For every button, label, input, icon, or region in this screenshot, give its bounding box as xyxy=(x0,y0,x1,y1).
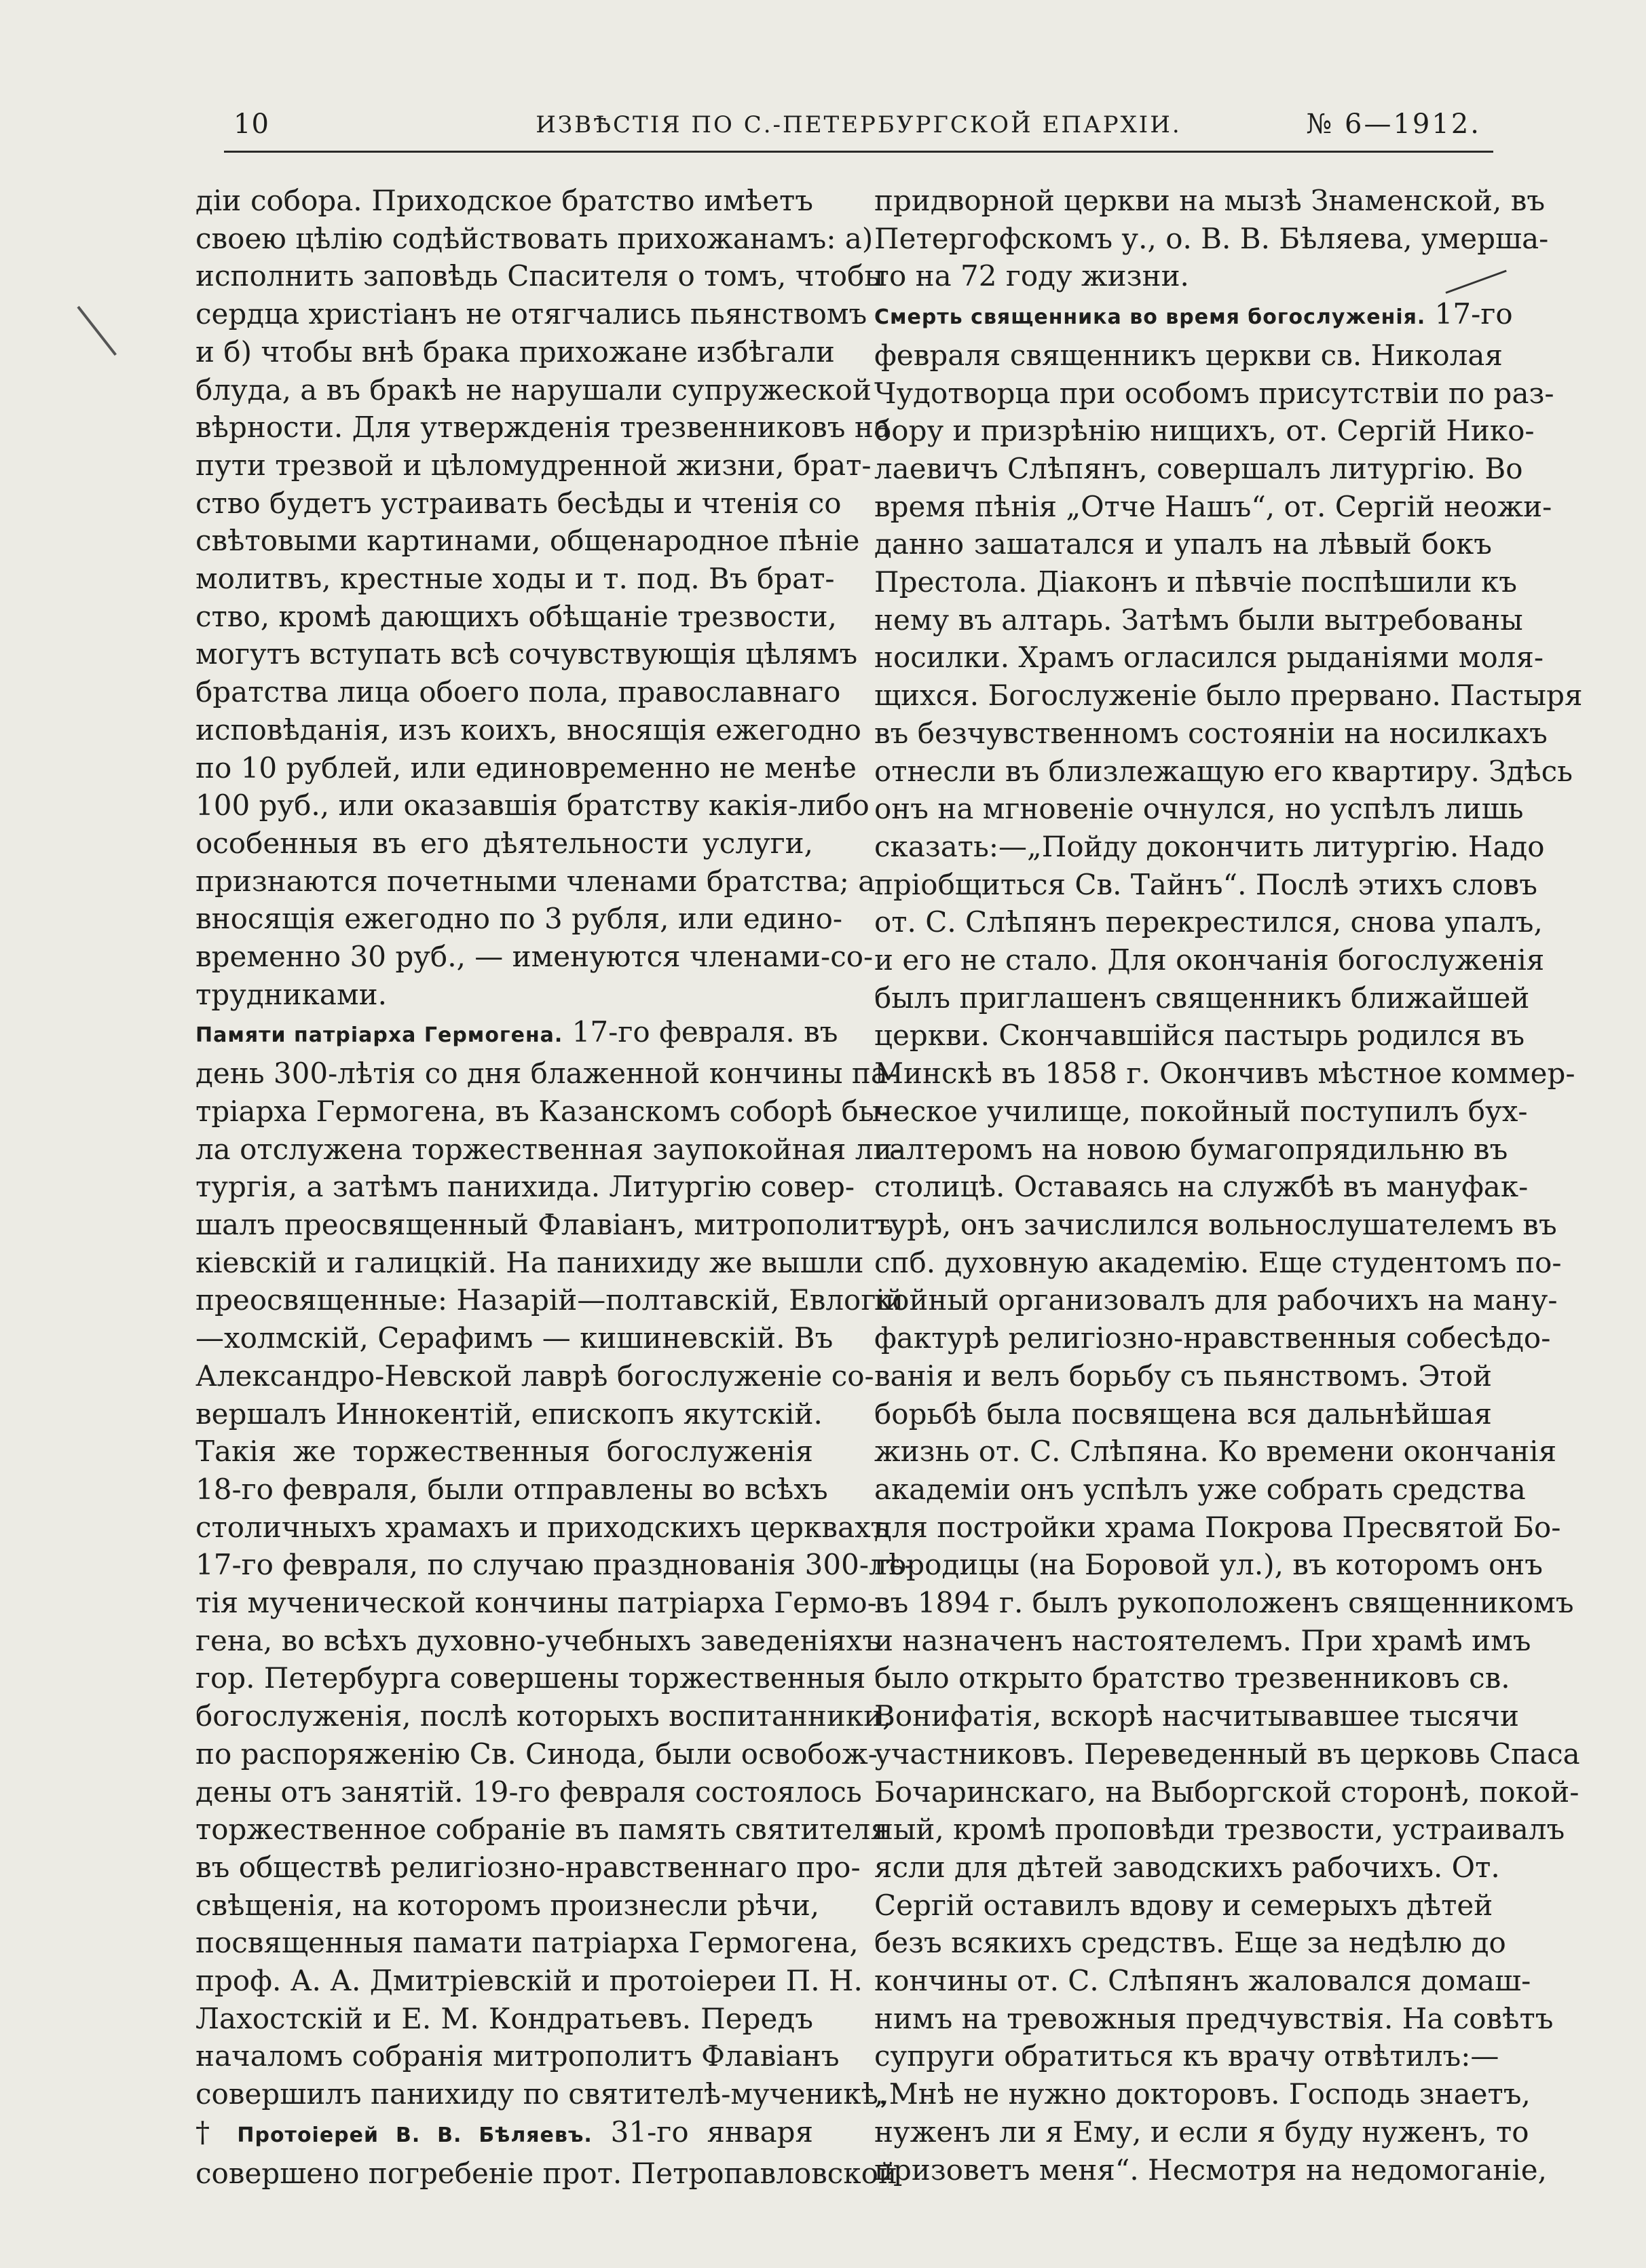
left-column-line xyxy=(195,1659,866,1697)
left-column-line xyxy=(195,1093,891,1131)
right-column-line xyxy=(874,220,1549,258)
right-column-line xyxy=(874,1659,1510,1697)
body-text: Сергій оставилъ вдову и семерыхъ дѣтей xyxy=(874,1888,1493,1922)
body-text: и б) чтобы внѣ брака прихожане избѣгали xyxy=(195,335,835,368)
left-column-line xyxy=(195,1244,864,1282)
right-column-line xyxy=(874,1244,1562,1282)
right-column-line xyxy=(874,2151,1547,2189)
left-column-line xyxy=(195,2000,813,2038)
body-text: призоветъ меня“. Несмотря на недомоганіе, xyxy=(874,2153,1547,2187)
right-column-line xyxy=(874,450,1523,488)
journal-title: ИЗВѢСТІЯ ПО С.-ПЕТЕРБУРГСКОЙ ЕПАРХІИ. xyxy=(536,111,1182,138)
right-column-line xyxy=(874,1887,1492,1925)
left-column-line xyxy=(195,1546,914,1584)
body-text: могутъ вступать всѣ сочувствующія цѣлямъ xyxy=(195,637,858,671)
body-text: жизнь от. С. Слѣпяна. Ко времени окончанія xyxy=(874,1435,1557,1469)
right-column-line xyxy=(874,903,1543,941)
body-text: преосвященные: Назарій—полтавскій, Евлогій xyxy=(195,1283,904,1317)
body-text: для постройки храма Покрова Пресвятой Бо- xyxy=(874,1510,1561,1544)
body-text: шалъ преосвященный Флавіанъ, митрополитъ xyxy=(195,1207,894,1241)
left-column-line xyxy=(195,598,837,636)
right-column-line xyxy=(874,1622,1531,1660)
body-text: кончины от. С. Слѣпянъ жаловался домаш- xyxy=(874,1964,1531,1998)
right-column-line xyxy=(874,182,1546,220)
body-text: совершено погребеніе прот. Петропавловской xyxy=(195,2156,897,2190)
body-text: нему въ алтарь. Затѣмъ были вытребованы xyxy=(874,603,1523,637)
right-column-line xyxy=(874,1357,1492,1395)
body-text: —холмскій, Серафимъ — кишиневскій. Въ xyxy=(195,1321,834,1355)
left-column-line xyxy=(195,673,841,711)
left-column-line xyxy=(195,1357,874,1395)
left-column-line xyxy=(195,2113,813,2155)
body-text: 31-го января xyxy=(592,2115,814,2149)
body-text: вершалъ Иннокентій, епископъ якутскій. xyxy=(195,1397,823,1431)
body-text: столицѣ. Оставаясь на службѣ въ мануфак- xyxy=(874,1170,1529,1204)
body-text: борьбѣ была посвящена вся дальнѣйшая xyxy=(874,1397,1492,1431)
left-column-line xyxy=(195,560,835,598)
body-text: сказать:—„Пойду докончить литургію. Надо xyxy=(874,829,1545,863)
right-column-line xyxy=(874,1849,1500,1887)
body-text: братства лица обоего пола, православнаго xyxy=(195,675,841,709)
body-text: свѣщенія, на которомъ произнесли рѣчи, xyxy=(195,1888,820,1922)
body-text: нуженъ ли я Ему, и если я буду нуженъ, то xyxy=(874,2115,1529,2149)
right-column-line xyxy=(874,979,1530,1017)
left-column-line xyxy=(195,1584,877,1622)
body-text: Чудотворца при особомъ присутствіи по раз- xyxy=(874,376,1554,410)
body-text: ный, кромѣ проповѣди трезвости, устраивалъ xyxy=(874,1813,1565,1847)
right-column-line xyxy=(874,753,1573,791)
right-column-line xyxy=(874,375,1554,413)
body-text: Лахостскій и Е. М. Кондратьевъ. Передъ xyxy=(195,2001,813,2035)
body-text: церкви. Скончавшійся пастырь родился въ xyxy=(874,1019,1525,1053)
body-text: было открыто братство трезвенниковъ св. xyxy=(874,1661,1510,1695)
right-column-line xyxy=(874,1168,1529,1206)
body-text: „Мнѣ не нужно докторовъ. Господь знаетъ, xyxy=(874,2077,1531,2111)
right-column-line xyxy=(874,677,1583,715)
body-text: ство будетъ устраивать бесѣды и чтенія со xyxy=(195,486,842,520)
right-column-line xyxy=(874,1546,1543,1584)
body-text: галтеромъ на новою бумагопрядильню въ xyxy=(874,1132,1508,1166)
left-column-line xyxy=(195,1055,898,1093)
right-column-line xyxy=(874,941,1545,979)
left-column-line xyxy=(195,182,813,220)
body-text: 17-го xyxy=(1425,297,1513,331)
right-column-line xyxy=(874,563,1517,601)
right-column-line xyxy=(874,1773,1579,1811)
right-column-line xyxy=(874,257,1492,295)
body-text: 17-го февраля. въ xyxy=(563,1015,838,1049)
left-column-line xyxy=(195,2155,897,2193)
body-text: исполнить заповѣдь Спасителя о томъ, чтобы xyxy=(195,259,887,293)
body-text: Такія же торжественныя богослуженія xyxy=(195,1435,813,1469)
body-text: лаевичъ Слѣпянъ, совершалъ литургію. Во xyxy=(874,451,1523,485)
body-text: от. С. Слѣпянъ перекрестился, снова упалъ, xyxy=(874,905,1543,939)
body-text: и его не стало. Для окончанія богослуженія xyxy=(874,943,1545,977)
right-column-line xyxy=(874,1017,1525,1055)
body-text: тріарха Гермогена, въ Казанскомъ соборѣ бы- xyxy=(195,1094,891,1128)
body-text: Петергофскомъ у., о. В. В. Бѣляева, умерша- xyxy=(874,221,1549,255)
body-text: день 300-лѣтія со дня блаженной кончины па- xyxy=(195,1057,898,1091)
body-text: своею цѣлію содѣйствовать прихожанамъ: а) xyxy=(195,221,874,255)
right-column-line xyxy=(874,1055,1575,1093)
body-text: койный организовалъ для рабочихъ на ману- xyxy=(874,1283,1558,1317)
right-column-line xyxy=(874,2113,1529,2151)
left-column-line xyxy=(195,749,857,787)
body-text: кіевскій и галицкій. На панихиду же вышли xyxy=(195,1245,864,1279)
left-column-line xyxy=(195,295,867,333)
body-text: гор. Петербурга совершены торжественныя xyxy=(195,1661,866,1695)
body-text: діи собора. Приходское братство имѣетъ xyxy=(195,184,813,217)
body-text: участниковъ. Переведенный въ церковь Спаса xyxy=(874,1737,1580,1771)
body-text: отнесли въ близлежащую его квартиру. Здѣсь xyxy=(874,754,1573,788)
right-column-line xyxy=(874,1697,1520,1735)
right-column-line xyxy=(874,1924,1506,1962)
body-text: щихся. Богослуженіе было прервано. Пастыря xyxy=(874,679,1583,713)
left-column-line xyxy=(195,257,887,295)
right-column-line xyxy=(874,295,1513,337)
body-text: вносящія ежегодно по 3 рубля, или едино- xyxy=(195,902,843,936)
body-text: и назначенъ настоятелемъ. При храмѣ имъ xyxy=(874,1623,1531,1657)
left-column-line xyxy=(195,522,860,560)
right-column-line xyxy=(874,1281,1558,1319)
pencil-mark xyxy=(77,306,117,356)
body-text: безъ всякихъ средствъ. Еще за недѣлю до xyxy=(874,1926,1506,1960)
body-text: ство, кромѣ дающихъ обѣщаніе трезвости, xyxy=(195,599,837,633)
body-text: тія мученической кончины патріарха Гермо- xyxy=(195,1586,877,1620)
body-text: Бочаринскаго, на Выборгской сторонѣ, покой- xyxy=(874,1775,1579,1809)
body-text: дены отъ занятій. 19-го февраля состоялось xyxy=(195,1775,862,1809)
body-text: носилки. Храмъ огласился рыданіями моля- xyxy=(874,641,1544,675)
right-column-line xyxy=(874,2075,1531,2113)
left-column-line xyxy=(195,976,813,1014)
left-column-line xyxy=(195,1887,820,1925)
body-text: пріобщиться Св. Тайнъ“. Послѣ этихъ словъ xyxy=(874,867,1537,901)
left-column-line xyxy=(195,787,869,825)
body-text: турѣ, онъ зачислился вольнослушателемъ въ xyxy=(874,1207,1557,1241)
right-column-line xyxy=(874,1509,1561,1547)
right-column-line xyxy=(874,1093,1528,1131)
body-text: свѣтовыми картинами, общенародное пѣніе xyxy=(195,524,860,558)
left-column-line xyxy=(195,1471,828,1509)
left-column-line xyxy=(195,825,813,863)
body-text: въ 1894 г. былъ рукоположенъ священникомъ xyxy=(874,1586,1574,1620)
left-column-line xyxy=(195,1773,862,1811)
section-heading: Памяти патріарха Гермогена. xyxy=(195,1023,563,1048)
left-column-line xyxy=(195,2075,888,2113)
left-column-line xyxy=(195,333,835,371)
body-text: городицы (на Боровой ул.), въ которомъ онъ xyxy=(874,1548,1543,1582)
body-text: 17-го февраля, по случаю празднованія 300-лѣ- xyxy=(195,1548,914,1582)
body-text: началомъ собранія митрополитъ Флавіанъ xyxy=(195,2039,840,2073)
body-text: гена, во всѣхъ духовно-учебныхъ заведеніяхъ xyxy=(195,1623,881,1657)
right-column-line xyxy=(874,1395,1492,1433)
section-heading: Смерть священника во время богослуженія. xyxy=(874,305,1426,330)
body-text: ческое училище, покойный поступилъ бух- xyxy=(874,1094,1528,1128)
left-column-line xyxy=(195,1924,859,1962)
body-text: ванія и велъ борьбу съ пьянствомъ. Этой xyxy=(874,1359,1492,1393)
left-column-line xyxy=(195,1319,834,1357)
right-column-line xyxy=(874,1131,1508,1169)
left-column xyxy=(195,182,914,2192)
right-column-line xyxy=(874,1319,1551,1357)
right-column-line xyxy=(874,2000,1554,2038)
left-column-line xyxy=(195,1433,813,1471)
body-text: время пѣнія „Отче Нашъ“, от. Сергій неожи- xyxy=(874,489,1552,523)
left-column-line xyxy=(195,863,876,901)
body-text: нимъ на тревожныя предчувствія. На совѣтъ xyxy=(874,2001,1554,2035)
body-text: академіи онъ успѣлъ уже собрать средства xyxy=(874,1472,1526,1506)
right-column-line xyxy=(874,601,1523,639)
right-column-line xyxy=(874,1735,1580,1773)
right-column-line xyxy=(874,1206,1557,1244)
left-column-line xyxy=(195,485,842,523)
body-text: 18-го февраля, были отправлены во всѣхъ xyxy=(195,1472,828,1506)
body-text: го на 72 году жизни. xyxy=(874,259,1189,293)
body-text: былъ приглашенъ священникъ ближайшей xyxy=(874,981,1530,1015)
left-column-line xyxy=(195,1509,889,1547)
left-column-line xyxy=(195,1131,902,1169)
right-column-line xyxy=(874,1433,1557,1471)
body-text: придворной церкви на мызѣ Знаменской, въ xyxy=(874,184,1546,217)
body-text: трудниками. xyxy=(195,977,387,1011)
left-column-line xyxy=(195,371,872,409)
left-column-line xyxy=(195,900,843,938)
right-column-line xyxy=(874,412,1535,450)
left-column-line xyxy=(195,1395,823,1433)
left-column-line xyxy=(195,2037,840,2075)
body-text: признаются почетными членами братства; а xyxy=(195,864,876,898)
section-heading: Протоіерей В. В. Бѣляевъ. xyxy=(237,2123,593,2147)
right-column-line xyxy=(874,525,1492,563)
right-column-line xyxy=(874,790,1524,828)
body-text: блуда, а въ бракѣ не нарушали супружеской xyxy=(195,373,872,407)
left-column-line xyxy=(195,938,874,976)
left-column-line xyxy=(195,1735,878,1773)
right-column-line xyxy=(874,1811,1565,1849)
left-column-line xyxy=(195,1013,838,1055)
body-text: особенныя въ его дѣятельности услуги, xyxy=(195,826,813,860)
body-text: Престола. Діаконъ и пѣвчіе поспѣшили къ xyxy=(874,565,1517,599)
right-column-line xyxy=(874,337,1503,375)
body-text: исповѣданія, изъ коихъ, вносящія ежегодно xyxy=(195,713,861,746)
body-text: супруги обратиться къ врачу отвѣтилъ:— xyxy=(874,2039,1499,2073)
body-text: столичныхъ храмахъ и приходскихъ церквахъ xyxy=(195,1510,889,1544)
body-text: ла отслужена торжественная заупокойная ли- xyxy=(195,1132,902,1166)
left-column-line xyxy=(195,1622,881,1660)
body-text: Минскѣ въ 1858 г. Окончивъ мѣстное коммер- xyxy=(874,1057,1575,1091)
left-column-line xyxy=(195,409,891,447)
left-column-line xyxy=(195,711,861,749)
body-text: ясли для дѣтей заводскихъ рабочихъ. От. xyxy=(874,1850,1500,1884)
left-column-line xyxy=(195,1811,889,1849)
body-text: молитвъ, крестные ходы и т. под. Въ брат- xyxy=(195,562,835,596)
body-text: по распоряженію Св. Синода, были освобож- xyxy=(195,1737,878,1771)
body-text: по 10 рублей, или единовременно не менѣе xyxy=(195,751,857,785)
body-text: посвященныя памати патріарха Гермогена, xyxy=(195,1926,859,1960)
right-column-line xyxy=(874,1471,1526,1509)
right-column-line xyxy=(874,828,1545,866)
body-text: въ обществѣ религіозно-нравственнаго про- xyxy=(195,1850,861,1884)
body-text: 100 руб., или оказавшія братству какія-либо xyxy=(195,789,869,823)
body-text: онъ на мгновеніе очнулся, но успѣлъ лишь xyxy=(874,792,1524,826)
left-column-line xyxy=(195,1697,892,1735)
left-column-line xyxy=(195,220,874,258)
left-column-line xyxy=(195,1849,861,1887)
body-text: данно зашатался и упалъ на лѣвый бокъ xyxy=(874,527,1492,561)
right-column-line xyxy=(874,866,1537,904)
right-column-line xyxy=(874,488,1552,526)
right-column-line xyxy=(874,1962,1531,2000)
body-text: богослуженія, послѣ которыхъ воспитанники, xyxy=(195,1699,892,1733)
body-text: тургія, а затѣмъ панихида. Литургію совер- xyxy=(195,1170,855,1204)
body-text: Вонифатія, вскорѣ насчитывавшее тысячи xyxy=(874,1699,1520,1733)
body-text: февраля священникъ церкви св. Николая xyxy=(874,338,1503,372)
left-column-line xyxy=(195,1206,894,1244)
body-text: проф. А. А. Дмитріевскій и протоіереи П. Н. xyxy=(195,1964,863,1998)
body-text: пути трезвой и цѣломудренной жизни, брат- xyxy=(195,448,872,482)
body-text: торжественное собраніе въ память святителя xyxy=(195,1813,889,1847)
left-column-line xyxy=(195,1962,863,2000)
body-text: спб. духовную академію. Еще студентомъ по- xyxy=(874,1245,1562,1279)
body-text: † xyxy=(195,2115,238,2149)
body-text: бору и призрѣнію нищихъ, от. Сергій Нико- xyxy=(874,414,1535,448)
right-column xyxy=(874,182,1583,2189)
left-column-line xyxy=(195,447,872,485)
right-column-line xyxy=(874,715,1548,753)
body-text: Александро-Невской лаврѣ богослуженіе со- xyxy=(195,1359,874,1393)
page-header xyxy=(224,103,1493,153)
body-text: въ безчувственномъ состояніи на носилкахъ xyxy=(874,716,1548,750)
right-column-line xyxy=(874,639,1544,677)
body-text: фактурѣ религіозно-нравственныя собесѣдо- xyxy=(874,1321,1551,1355)
page-number: 10 xyxy=(233,109,269,140)
left-column-line xyxy=(195,1281,904,1319)
left-column-line xyxy=(195,1168,855,1206)
body-text: вѣрности. Для утвержденія трезвенниковъ на xyxy=(195,411,891,445)
left-column-line xyxy=(195,635,858,673)
body-text: сердца христіанъ не отягчались пьянствомъ xyxy=(195,297,867,331)
body-text: временно 30 руб., — именуются членами-со- xyxy=(195,940,874,974)
body-text: совершилъ панихиду по святителѣ-мученикѣ. xyxy=(195,2077,888,2111)
right-column-line xyxy=(874,1584,1574,1622)
right-column-line xyxy=(874,2037,1499,2075)
issue-number: № 6—1912. xyxy=(1306,109,1481,140)
